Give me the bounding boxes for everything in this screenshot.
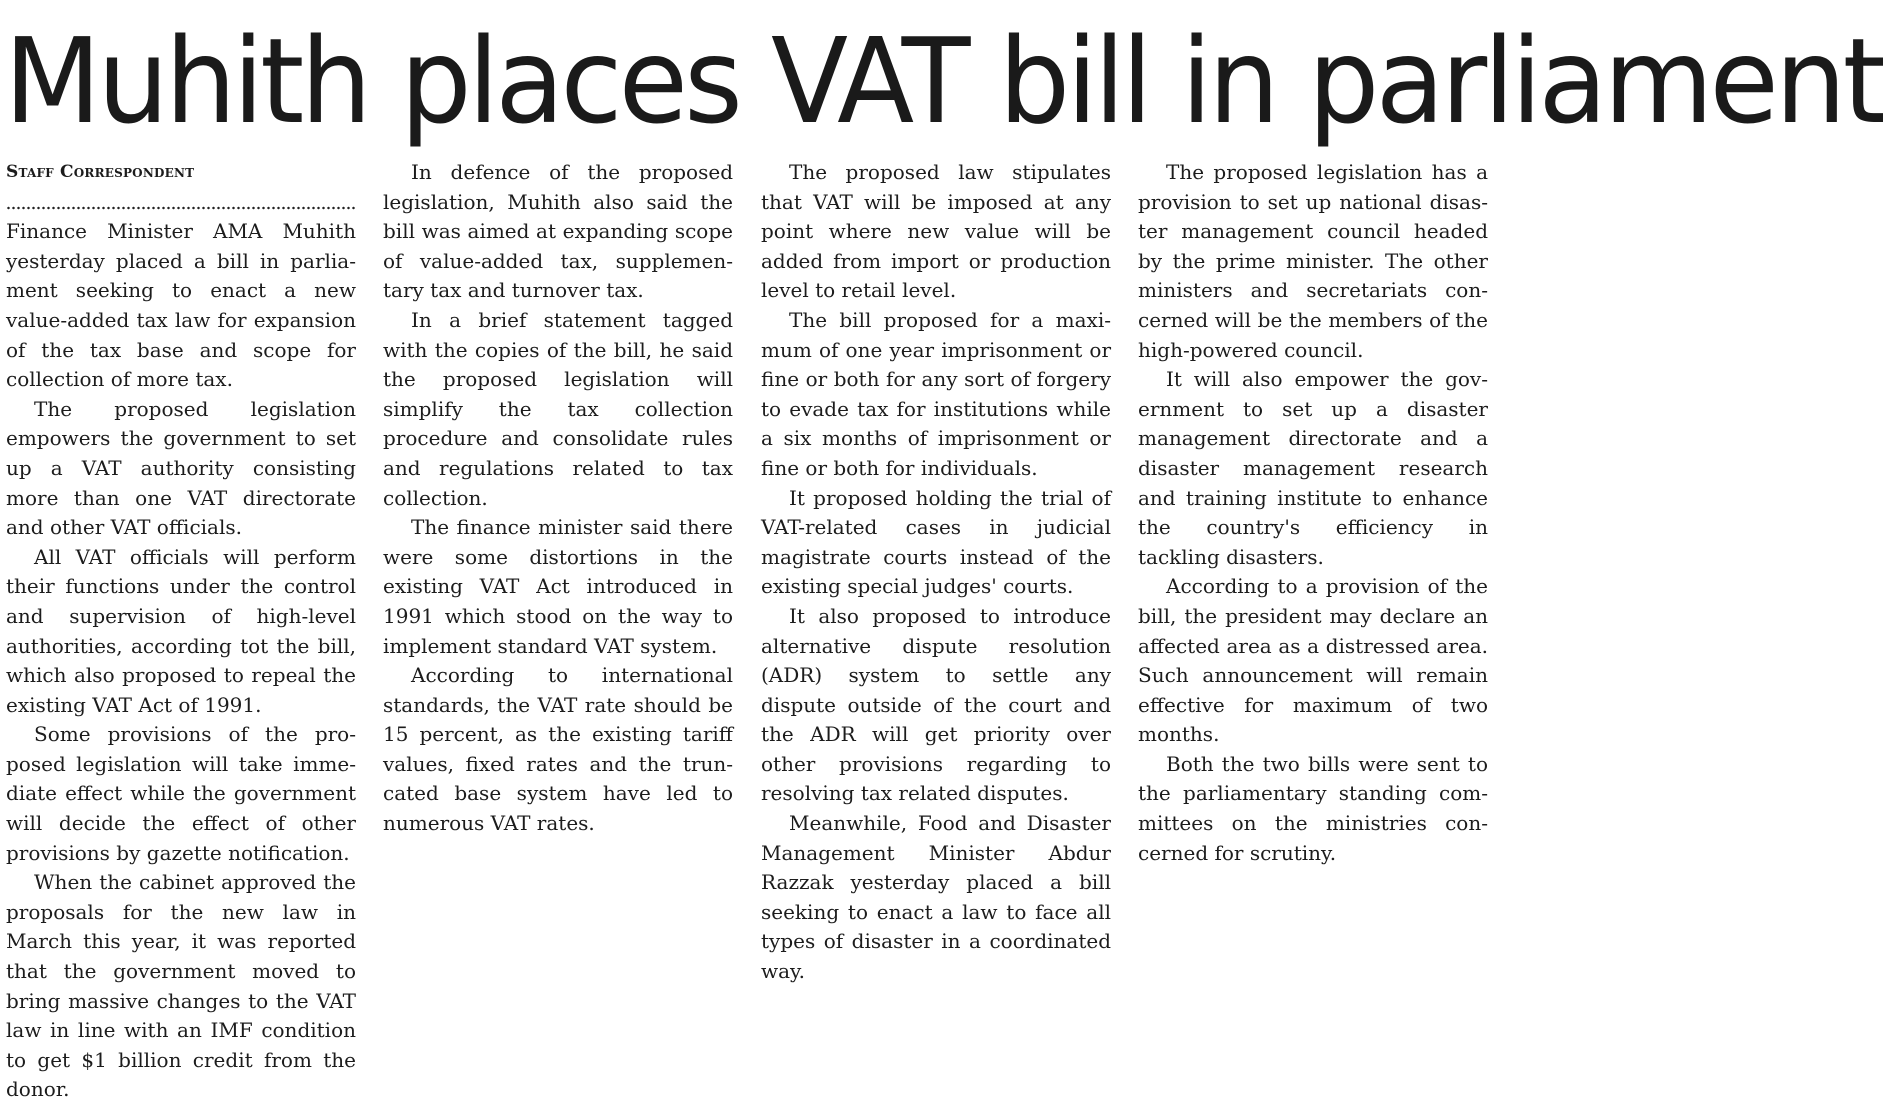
article-paragraph: The proposed law stipulates that VAT will be imposed at any point where new value will be added from import or production level to retail level. <box>761 160 1111 303</box>
headline: Muhith places VAT bill in parliament <box>4 12 1883 150</box>
article-column-2 <box>383 158 733 973</box>
article-column-3 <box>761 158 1111 984</box>
article-paragraph: According to international standards, the VAT rate should be 15 percent, as the existing tariff values, fixed rates and the truncated base system have led to numerous VAT rates. <box>383 663 733 836</box>
article-column-4 <box>1138 158 1488 973</box>
article-paragraph: Meanwhile, Food and Disaster Management Minister Abdur Razzak yesterday placed a bill seeking to enact a law to face all types of disaster in a coordinated way. <box>761 811 1111 984</box>
article-paragraph: It proposed holding the trial of VAT-related cases in judicial magistrate courts instead of the existing special judges' courts. <box>761 485 1111 599</box>
article-paragraph: It also proposed to introduce alternative dispute resolution (ADR) system to settle any dispute outside of the court and the ADR will get priority over other provisions regarding to resolving tax related disputes. <box>761 603 1111 806</box>
article-paragraph: Finance Minister AMA Muhith yesterday placed a bill in parliament seeking to enact a new value-added tax law for expansion of the tax base and scope for collection of more tax. <box>6 219 356 392</box>
article-paragraph: All VAT officials will perform their functions under the control and supervision of high-level authorities, according tot the bill, which also proposed to repeal the existing VAT Act of 1991. <box>6 544 356 717</box>
article-paragraph: The proposed legislation has a provision to set up national disaster management council headed by the prime minister. The other ministers and secretariats concerned will be the members of the high-powered council. <box>1138 160 1488 362</box>
article-paragraph: In a brief statement tagged with the copies of the bill, he said the proposed legislation will simplify the tax collection procedure and consolidate rules and regulations related to tax collection. <box>383 307 733 510</box>
byline-divider <box>6 188 356 218</box>
article-paragraph: When the cabinet approved the proposals for the new law in March this year, it was reported that the government moved to bring massive changes to the VAT law in line with an IMF condition to get $1 billion credit from the donor. <box>6 870 356 1102</box>
article-paragraph: The proposed legislation empowers the government to set up a VAT authority consisting more than one VAT directorate and other VAT officials. <box>6 396 356 540</box>
byline: Staff Correspondent <box>6 162 195 182</box>
article-paragraph: It will also empower the government to set up a disaster management directorate and a disaster management research and training institute to enhance the country's efficiency in tackling disasters. <box>1138 367 1488 569</box>
article-paragraph: Both the two bills were sent to the parliamentary standing committees on the ministries concerned for scrutiny. <box>1138 751 1488 865</box>
article-column-1 <box>6 158 356 1102</box>
article-paragraph: In defence of the proposed legislation, Muhith also said the bill was aimed at expanding scope of value-added tax, supplementary tax and turnover tax. <box>383 160 733 303</box>
article-paragraph: The bill proposed for a maximum of one year imprisonment or fine or both for any sort of forgery to evade tax for institutions while a six months of imprisonment or fine or both for individuals. <box>761 307 1111 480</box>
article-paragraph: The finance minister said there were some distortions in the existing VAT Act introduced in 1991 which stood on the way to implement standard VAT system. <box>383 515 733 658</box>
article-paragraph: According to a provision of the bill, the president may declare an affected area as a distressed area. Such announcement will remain effective for maximum of two months. <box>1138 574 1488 747</box>
article-columns <box>0 158 1508 1102</box>
article-paragraph: Some provisions of the proposed legislation will take immediate effect while the government will decide the effect of other provisions by gazette notification. <box>6 722 356 865</box>
